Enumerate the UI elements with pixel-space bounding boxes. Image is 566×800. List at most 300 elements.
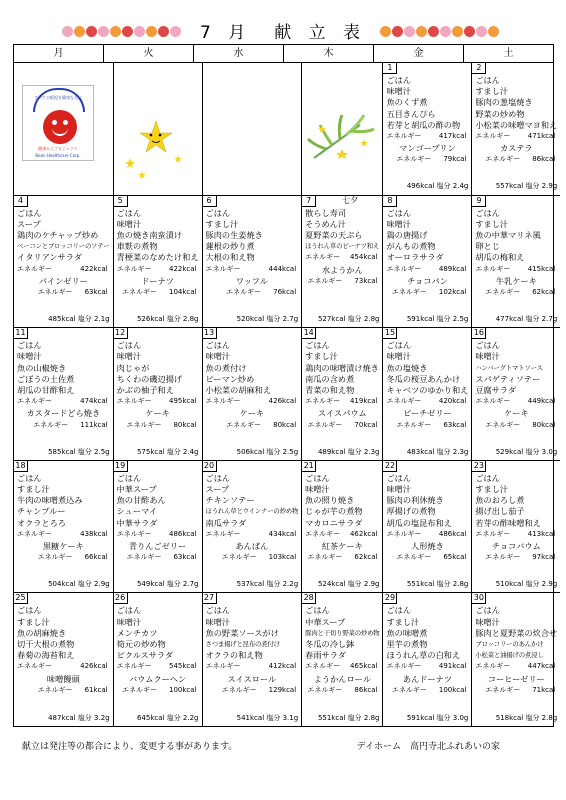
flower-icon [392, 26, 403, 37]
daily-total: 645kcal 塩分 2.2g [136, 713, 199, 722]
deco-logo-cell [14, 63, 114, 196]
snack-name: 人形焼き [411, 541, 444, 552]
snack-energy-value: 65kcal [443, 553, 467, 562]
dish-item: 魚の焼き南蛮漬け [116, 230, 183, 240]
dish-item: 春雨サラダ [305, 650, 347, 661]
meal-energy [206, 661, 299, 672]
dish-item: 豚肉の利休焼き [386, 495, 444, 506]
day-number: 21 [302, 461, 316, 472]
energy-value: 419kcal [349, 397, 378, 406]
dish-item: マカロニサラダ [305, 517, 363, 528]
daily-total: 549kcal 塩分 2.7g [136, 580, 199, 589]
energy-label: エネルギー [305, 397, 341, 406]
dish-item: すまし汁 [17, 484, 50, 494]
snack-name: 紅茶ケーキ [321, 541, 363, 552]
flower-icon [98, 26, 109, 37]
dish-item: 小松菜の胡麻和え [205, 385, 272, 395]
snack-energy-value: 111kcal [80, 420, 108, 429]
dish-item: ブロッコリーのあんかけ [475, 640, 544, 648]
dish-item: じゃが芋の煮物 [305, 506, 363, 517]
daily-total: 506kcal 塩分 2.5g [236, 447, 299, 456]
energy-label: エネルギー [305, 253, 341, 262]
energy-value: 471kcal [527, 132, 556, 141]
meal-energy [117, 264, 199, 275]
dish-item: 味噌汁 [386, 484, 412, 494]
dish-item: 車麩の煮物 [116, 241, 158, 252]
flower-decoration-right [380, 26, 499, 40]
snack-energy-value: 100kcal [169, 685, 197, 694]
dish-item: 散らし寿司 [305, 207, 347, 218]
dish-item: 中華スープ [116, 484, 157, 494]
snack-energy [386, 685, 468, 696]
dish-item: 味噌汁 [17, 351, 42, 362]
snack-energy-value: 62kcal [532, 288, 556, 297]
energy-label: エネルギー [475, 662, 511, 671]
energy-value: 447kcal [527, 662, 556, 671]
dish-item: ごはん [386, 605, 412, 616]
meal-energy [17, 396, 110, 407]
daily-total: 541kcal 塩分 3.1g [236, 713, 299, 722]
flower-icon [122, 26, 133, 37]
energy-label: エネルギー [37, 553, 73, 562]
meal-energy [475, 661, 557, 672]
meal-energy [206, 529, 299, 540]
day-cell-21 [302, 461, 383, 594]
energy-label: エネルギー [386, 397, 422, 406]
flower-icon [170, 26, 181, 37]
energy-label: エネルギー [485, 155, 521, 164]
energy-label: エネルギー [205, 397, 241, 406]
dish-item: 鶏肉の味噌漬け焼き [305, 362, 379, 373]
meal-energy [475, 264, 557, 275]
dish-item: ごはん [475, 340, 500, 351]
meal-energy [386, 264, 468, 275]
dish-item: 南瓜サラダ [205, 517, 247, 528]
snack-energy-value: 61kcal [84, 685, 108, 694]
snack-name: コーヒーゼリー [487, 673, 545, 684]
day-number: 26 [114, 593, 128, 604]
dish-item: がんもの煮物 [386, 241, 436, 252]
dish-item: 魚のおろし煮 [475, 495, 525, 506]
day-cell-20 [203, 461, 303, 594]
snack-name: ドーナツ [141, 275, 174, 286]
day-number: 8 [383, 196, 397, 207]
dish-item: すまし汁 [17, 616, 50, 627]
dish-item: 里芋の煮物 [386, 639, 428, 649]
energy-label: エネルギー [37, 288, 73, 297]
day-number: 11 [14, 328, 28, 339]
snack-energy [475, 287, 557, 298]
snack-energy [17, 420, 110, 431]
energy-label: エネルギー [475, 132, 511, 141]
energy-label: エネルギー [386, 662, 422, 671]
meal-energy [386, 396, 468, 407]
energy-value: 495kcal [169, 397, 197, 406]
snack-name: ピーチゼリー [403, 408, 452, 419]
energy-label: エネルギー [221, 685, 257, 694]
dish-item: 魚の照り焼き [305, 495, 355, 506]
dish-item: 味噌汁 [475, 351, 500, 362]
flower-icon [74, 26, 85, 37]
dish-item: 青菜の和え物 [305, 385, 355, 395]
snack-energy [386, 287, 468, 298]
energy-label: エネルギー [122, 685, 157, 694]
energy-label: エネルギー [116, 264, 152, 273]
energy-label: エネルギー [37, 685, 73, 694]
day-number: 6 [203, 196, 217, 207]
dish-item: シューマイ [116, 506, 158, 517]
snack-name: ケーキ [504, 408, 529, 419]
dish-item: 豚肉と干切り野菜の炒め物 [305, 628, 380, 637]
flower-icon [476, 26, 487, 37]
snack-energy [305, 420, 379, 431]
energy-label: エネルギー [305, 662, 341, 671]
snack-energy [206, 287, 299, 298]
day-cell-22 [383, 461, 472, 594]
energy-label: エネルギー [33, 420, 69, 429]
dish-item: 中華サラダ [116, 517, 158, 528]
energy-value: 545kcal [169, 662, 197, 671]
dish-item: ごはん [116, 340, 142, 351]
dish-item: 胡瓜の甘酢和え [17, 385, 75, 395]
snack-energy-value: 80kcal [173, 420, 197, 429]
event-label: 七夕 [342, 195, 359, 205]
snack-name: カスタードどら焼き [26, 408, 101, 419]
dish-item: 卵とじ [475, 241, 500, 252]
snack-energy-value: 102kcal [438, 288, 467, 297]
day-number: 7 [302, 196, 316, 207]
day-cell-8 [383, 196, 472, 329]
energy-label: エネルギー [205, 264, 241, 273]
snack-energy-value: 71kcal [532, 685, 556, 694]
dish-item: ごはん [205, 605, 231, 616]
snack-energy-value: 103kcal [268, 553, 297, 562]
snack-energy [206, 420, 299, 431]
energy-label: エネルギー [226, 288, 262, 297]
energy-label: エネルギー [485, 553, 521, 562]
snack-energy [305, 685, 379, 696]
dish-item: 味噌汁 [386, 351, 412, 362]
meal-energy [475, 396, 557, 407]
snack-energy-value: 80kcal [273, 420, 297, 429]
dish-item: すまし汁 [475, 218, 509, 229]
day-cell-30 [472, 593, 560, 726]
snack-name: 黒糖ケーキ [42, 541, 84, 552]
day-cell-4 [14, 196, 114, 329]
dish-item: オーロラサラダ [386, 252, 444, 263]
day-cell-23 [472, 461, 560, 594]
energy-value: 449kcal [527, 397, 556, 406]
energy-label: エネルギー [307, 553, 343, 562]
daily-total: 524kcal 塩分 2.9g [317, 580, 380, 589]
title-bar [0, 20, 566, 46]
dish-item: さつま揚げと昆布の煮付け [205, 640, 280, 648]
dish-item: ごぼうの土佐煮 [17, 373, 75, 384]
dish-item: 春菊の海苔和え [17, 650, 75, 661]
flower-icon [62, 26, 73, 37]
smile-face-icon [43, 110, 77, 144]
energy-label: エネルギー [475, 264, 511, 273]
flower-icon [416, 26, 427, 37]
energy-value: 438kcal [80, 529, 108, 538]
star-icon [114, 63, 204, 193]
snack-energy [305, 552, 379, 563]
snack-name: カステラ [500, 143, 533, 154]
dish-item: ごはん [305, 472, 330, 483]
energy-value: 412kcal [268, 662, 297, 671]
meal-energy [17, 529, 110, 540]
dish-item: 南瓜の含め煮 [305, 373, 355, 384]
daily-total: 591kcal 塩分 3.0g [406, 713, 469, 722]
energy-label: エネルギー [391, 685, 427, 694]
dish-item: すまし汁 [305, 351, 338, 362]
dish-item: ごはん [386, 340, 412, 351]
day-cell-11 [14, 328, 114, 461]
meal-energy [386, 131, 468, 142]
dish-item: 魚のくず煮 [386, 97, 428, 108]
day-number: 20 [203, 461, 217, 472]
dish-item: イタリアンサラダ [17, 252, 83, 263]
flower-icon [440, 26, 451, 37]
flower-icon [158, 26, 169, 37]
dish-item: メンチカツ [116, 627, 158, 638]
dish-item: ごはん [116, 605, 142, 616]
energy-label: エネルギー [475, 397, 511, 406]
day-cell-25 [14, 593, 114, 726]
snack-energy-value: 63kcal [173, 553, 197, 562]
day-number: 28 [302, 593, 316, 604]
dish-item: 厚揚げの煮物 [386, 506, 436, 517]
day-number: 12 [114, 328, 128, 339]
dish-item: ハンバーグトマトソース [475, 363, 543, 372]
day-number: 19 [114, 461, 128, 472]
dish-item: 小松菜と油揚げの煮浸し [475, 651, 544, 660]
dish-item: ごはん [116, 207, 142, 218]
deco-star-cell [114, 63, 203, 196]
snack-energy-value: 80kcal [532, 420, 556, 429]
dish-item: 魚の煮付け [205, 362, 247, 373]
dish-item: チャンプルー [17, 506, 66, 517]
dish-item: ピーマン炒め [205, 373, 255, 384]
dish-item: ごはん [475, 605, 500, 616]
dish-item: 胡瓜の梅和え [475, 252, 525, 263]
flower-icon [146, 26, 157, 37]
day-cell-13 [203, 328, 303, 461]
snack-name: バウムクーヘン [128, 673, 187, 684]
energy-label: エネルギー [116, 529, 152, 538]
day-cell-1 [383, 63, 472, 196]
daily-total: 504kcal 塩分 2.9g [48, 580, 110, 589]
dish-item: かぶの柚子和え [116, 385, 174, 395]
dish-item: 味噌汁 [305, 484, 330, 494]
snack-energy [117, 420, 199, 431]
snack-energy-value: 66kcal [84, 553, 108, 562]
energy-value: 491kcal [438, 662, 467, 671]
snack-energy [17, 552, 110, 563]
logo-mouth [52, 128, 68, 136]
dish-item: スープ [17, 218, 41, 229]
energy-value: 434kcal [268, 529, 297, 538]
daily-total: 487kcal 塩分 3.2g [48, 713, 110, 722]
energy-label: エネルギー [305, 529, 341, 538]
meal-energy [475, 529, 557, 540]
dish-item: ほうれん草の白和え [386, 650, 461, 661]
footer-note: 献立は発注等の都合により、変更する事があります。 [22, 742, 238, 752]
energy-value: 426kcal [80, 662, 108, 671]
dish-item: 筍元の炒め物 [116, 639, 166, 649]
day-cell-19 [114, 461, 203, 594]
snack-energy-value: 100kcal [438, 685, 467, 694]
meal-energy [305, 252, 379, 263]
dish-item: ちくわの磯辺揚げ [116, 373, 183, 384]
snack-energy [475, 552, 557, 563]
meal-energy [17, 264, 110, 275]
snack-name: 味噌饅頭 [46, 673, 80, 684]
energy-label: エネルギー [396, 553, 432, 562]
energy-label: エネルギー [386, 264, 422, 273]
flower-icon [464, 26, 475, 37]
snack-energy-value: 86kcal [532, 155, 556, 164]
day-number: 13 [203, 328, 217, 339]
daily-total: 529kcal 塩分 3.0g [495, 447, 558, 456]
snack-energy-value: 73kcal [354, 276, 378, 285]
snack-energy-value: 129kcal [268, 685, 297, 694]
snack-energy-value: 97kcal [532, 553, 556, 562]
energy-label: エネルギー [226, 420, 262, 429]
weekday-wed: 水 [194, 45, 284, 62]
energy-label: エネルギー [116, 397, 152, 406]
weekday-header [14, 45, 553, 63]
daily-total: 575kcal 塩分 2.4g [136, 447, 199, 456]
energy-label: エネルギー [17, 662, 52, 671]
energy-label: エネルギー [386, 529, 422, 538]
dish-item: 鶏の唐揚げ [386, 230, 428, 240]
energy-value: 417kcal [438, 132, 467, 141]
day-cell-14 [302, 328, 383, 461]
snack-name: あんぱん [235, 541, 269, 552]
dish-item: 魚の中華マリネ風 [475, 230, 541, 240]
dish-item: ごはん [475, 207, 500, 218]
dish-item: すまし汁 [205, 218, 239, 229]
flower-icon [428, 26, 439, 37]
weekday-sat: 土 [503, 48, 514, 59]
snack-energy [117, 685, 199, 696]
page-title: 7 月 献 立 表 [199, 23, 367, 43]
dish-item: 魚の塩焼き [386, 362, 428, 373]
weekday-mon: 月 [14, 45, 104, 62]
dish-item: 味噌汁 [205, 351, 231, 362]
day-cell-9 [472, 196, 560, 329]
energy-label: エネルギー [126, 420, 162, 429]
snack-energy [206, 552, 299, 563]
snack-energy-value: 76kcal [273, 288, 297, 297]
snack-energy [386, 552, 468, 563]
dish-item: ごはん [17, 340, 42, 351]
logo-arc-text: すべての板紀を健康な人に [34, 95, 82, 100]
energy-value: 486kcal [169, 529, 197, 538]
dish-item: チキンソテー [205, 495, 255, 506]
energy-label: エネルギー [205, 529, 241, 538]
logo-eye-right [63, 120, 68, 125]
snack-energy-value: 63kcal [84, 288, 108, 297]
daily-total: 551kcal 塩分 2.8g [317, 713, 380, 722]
day-number: 16 [472, 328, 486, 339]
day-number: 18 [14, 461, 28, 472]
calendar-grid [14, 63, 558, 726]
meal-energy [206, 264, 299, 275]
energy-label: エネルギー [17, 397, 52, 406]
dish-item: ごはん [386, 472, 412, 483]
meal-energy [117, 661, 199, 672]
snack-name: ようかんロール [313, 673, 371, 684]
dish-item: 魚の山椒焼き [17, 362, 67, 373]
meal-energy [305, 529, 379, 540]
flower-decoration-left [62, 26, 181, 40]
snack-energy-value: 62kcal [354, 553, 378, 562]
dish-item: 牛肉の味噌煮込み [17, 495, 83, 506]
footer-organization: デイホーム 高円寺北ふれあいの家 [356, 742, 500, 752]
snack-name: スイスパウム [317, 408, 367, 419]
dish-item: ごはん [205, 472, 231, 483]
dish-item: 魚の甘酢あん [116, 495, 166, 506]
dish-item: 味噌汁 [116, 616, 142, 627]
flower-icon [404, 26, 415, 37]
dish-item: 豆腐サラダ [475, 385, 517, 395]
day-cell-26 [114, 593, 203, 726]
dish-item: 青梗菜のなめたけ和え [116, 252, 199, 263]
energy-label: エネルギー [307, 420, 343, 429]
energy-value: 474kcal [80, 397, 108, 406]
energy-label: エネルギー [391, 288, 427, 297]
energy-value: 422kcal [80, 264, 108, 273]
day-number: 25 [14, 593, 28, 604]
energy-value: 486kcal [438, 529, 467, 538]
dish-item: 中華スープ [305, 616, 346, 627]
dish-item: そうめん汁 [305, 218, 347, 229]
snack-energy [17, 685, 110, 696]
snack-energy-value: 79kcal [443, 155, 467, 164]
snack-energy [386, 154, 468, 165]
energy-label: エネルギー [475, 529, 511, 538]
energy-value: 444kcal [268, 264, 297, 273]
dish-item: 味噌汁 [205, 616, 231, 627]
day-cell-15 [383, 328, 472, 461]
energy-label: エネルギー [396, 420, 432, 429]
day-cell-27 [203, 593, 303, 726]
dish-item: ごはん [475, 75, 500, 85]
flower-icon [452, 26, 463, 37]
energy-label: エネルギー [221, 553, 257, 562]
daily-total: 526kcal 塩分 2.8g [136, 314, 199, 323]
dish-item: オクラの和え物 [205, 650, 263, 661]
snack-energy-value: 63kcal [443, 420, 467, 429]
day-cell-5 [114, 196, 203, 329]
snack-name: 青りんごゼリー [128, 541, 187, 552]
snack-energy [206, 685, 299, 696]
logo-eye-left [52, 120, 57, 125]
logo-sub-text: 健康みえプロジェクト [38, 146, 78, 151]
dish-item: すまし汁 [386, 616, 420, 627]
dish-item: 豚肉の葱塩焼き [475, 97, 533, 108]
dish-item: ほうれん草とウインナーの炒め物 [205, 507, 299, 516]
deco-tanabata-cell [302, 63, 383, 196]
health-project-logo [22, 85, 94, 161]
daily-total: 557kcal 塩分 2.9g [495, 182, 558, 191]
day-number: 5 [114, 196, 128, 207]
daily-total: 518kcal 塩分 2.8g [495, 713, 558, 722]
dish-item: スープ [205, 484, 230, 494]
day-cell-28 [302, 593, 383, 726]
